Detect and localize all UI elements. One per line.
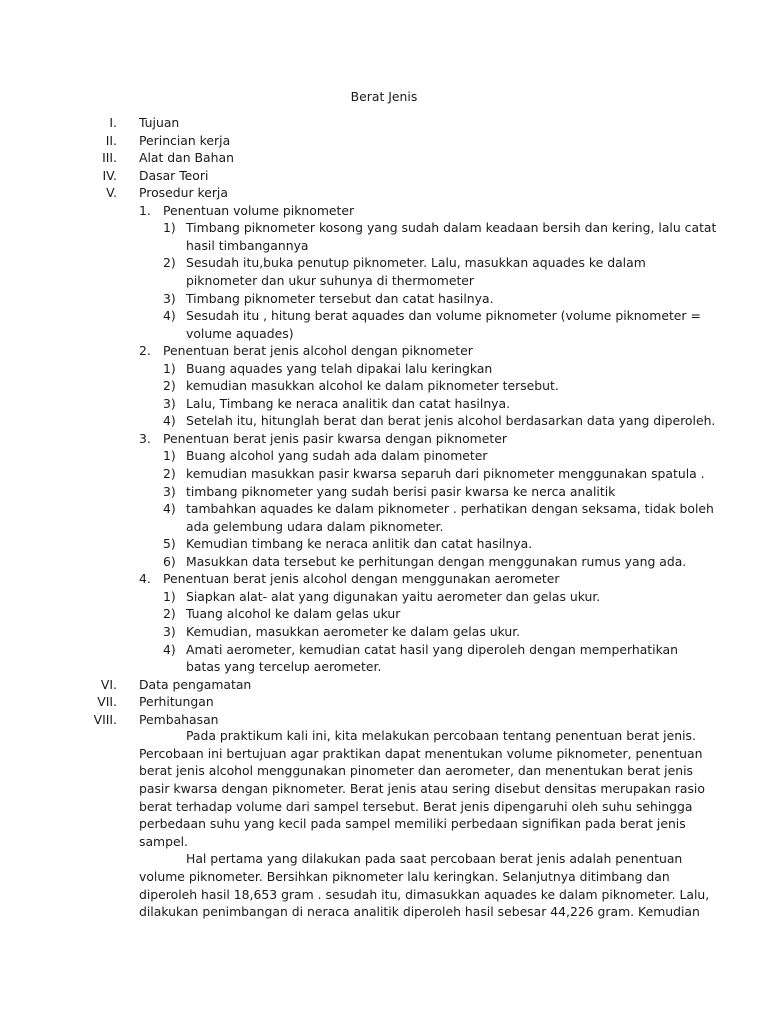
section-number: III. xyxy=(102,150,117,166)
document-title: Berat Jenis xyxy=(350,89,418,104)
step-text: Lalu, Timbang ke neraca analitik dan catat hasilnya. xyxy=(186,395,511,411)
step-number: 2) xyxy=(163,466,176,481)
step-number: 1) xyxy=(163,448,176,464)
procedure-heading: Penentuan berat jenis alcohol dengan menggunakan aerometer xyxy=(163,571,560,587)
step-text: Masukkan data tersebut ke perhitungan dengan menggunakan rumus yang ada. xyxy=(186,553,687,569)
section-heading: Prosedur kerja xyxy=(139,185,228,201)
paragraph-1-line: berat jenis alcohol menggunakan pinometer dan aerometer, dan menentukan berat jenis xyxy=(139,763,693,779)
step-text: volume aquades) xyxy=(186,325,294,341)
paragraph-2-line: volume piknometer. Bersihkan piknometer lalu keringkan. Selanjutnya ditimbang dan xyxy=(139,869,670,884)
step-text: Sesudah itu,buka penutup piknometer. Lalu, masukkan aquades ke dalam xyxy=(186,255,646,271)
step-text: tambahkan aquades ke dalam piknometer . perhatikan dengan seksama, tidak boleh xyxy=(186,501,714,517)
step-number: 2) xyxy=(163,255,176,271)
step-text: Sesudah itu , hitung berat aquades dan volume piknometer (volume piknometer = xyxy=(186,308,701,324)
step-text: Tuang alcohol ke dalam gelas ukur xyxy=(186,606,401,622)
section-heading: Perhitungan xyxy=(139,694,214,710)
step-number: 5) xyxy=(163,536,176,552)
section-number: VII. xyxy=(97,694,117,710)
step-number: 3) xyxy=(163,395,176,411)
step-text: Buang aquades yang telah dipakai lalu keringkan xyxy=(186,360,493,376)
paragraph-1-line: sampel. xyxy=(139,833,188,849)
paragraph-1-line: Percobaan ini bertujuan agar praktikan dapat menentukan volume piknometer, penentuan xyxy=(139,745,703,761)
step-number: 4) xyxy=(163,641,176,657)
procedure-number: 1. xyxy=(139,202,151,218)
section-heading: Data pengamatan xyxy=(139,676,252,692)
step-number: 2) xyxy=(163,606,176,622)
section-number: VIII. xyxy=(93,711,117,727)
procedure-heading: Penentuan berat jenis alcohol dengan piknometer xyxy=(163,343,473,359)
section-number: II. xyxy=(105,132,117,148)
step-text: Timbang piknometer tersebut dan catat hasilnya. xyxy=(186,290,494,306)
step-text: piknometer dan ukur suhunya di thermometer xyxy=(186,272,475,288)
step-text: Kemudian, masukkan aerometer ke dalam gelas ukur. xyxy=(186,623,521,639)
step-text: kemudian masukkan alcohol ke dalam piknometer tersebut. xyxy=(186,378,559,394)
section-heading: Pembahasan xyxy=(139,711,219,727)
step-number: 1) xyxy=(163,220,176,236)
step-number: 1) xyxy=(163,360,176,376)
section-number: VI. xyxy=(100,676,117,692)
paragraph-2-line: dilakukan penimbangan di neraca analitik diperoleh hasil sebesar 44,226 gram. Kemudian xyxy=(139,904,700,920)
step-text: hasil timbangannya xyxy=(186,237,309,253)
step-number: 2) xyxy=(163,378,176,394)
paragraph-1-line: perbedaan suhu yang kecil pada sampel memiliki perbedaan signifikan pada berat jenis xyxy=(139,816,686,832)
step-number: 3) xyxy=(163,623,176,639)
section-number: I. xyxy=(109,115,117,130)
procedure-number: 4. xyxy=(139,571,151,587)
step-text: Buang alcohol yang sudah ada dalam pinometer xyxy=(186,448,488,464)
section-heading: Tujuan xyxy=(139,115,180,130)
step-text: Kemudian timbang ke neraca anlitik dan catat hasilnya. xyxy=(186,536,533,552)
step-number: 4) xyxy=(163,413,176,429)
step-text: batas yang tercelup aerometer. xyxy=(186,659,382,675)
step-text: kemudian masukkan pasir kwarsa separuh dari piknometer menggunakan spatula . xyxy=(186,466,705,481)
procedure-heading: Penentuan berat jenis pasir kwarsa dengan piknometer xyxy=(163,430,507,446)
paragraph-1-line: berat terhadap volume dari sampel tersebut. Berat jenis dipengaruhi oleh suhu sehingga xyxy=(139,798,693,814)
paragraph-2-line: diperoleh hasil 18,653 gram . sesudah itu, dimasukkan aquades ke dalam piknometer. Lalu, xyxy=(139,886,710,902)
section-heading: Perincian kerja xyxy=(139,132,231,148)
step-text: Siapkan alat- alat yang digunakan yaitu aerometer dan gelas ukur. xyxy=(186,588,601,604)
procedure-number: 2. xyxy=(139,343,151,359)
step-number: 4) xyxy=(163,308,176,324)
step-number: 3) xyxy=(163,290,176,306)
section-number: IV. xyxy=(102,167,117,183)
step-number: 1) xyxy=(163,588,176,604)
paragraph-1-line: Pada praktikum kali ini, kita melakukan percobaan tentang penentuan berat jenis. xyxy=(186,728,696,744)
section-heading: Dasar Teori xyxy=(139,167,209,183)
procedure-number: 3. xyxy=(139,430,151,446)
step-number: 3) xyxy=(163,483,176,499)
step-text: timbang piknometer yang sudah berisi pasir kwarsa ke nerca analitik xyxy=(186,483,616,499)
step-text: Amati aerometer, kemudian catat hasil yang diperoleh dengan memperhatikan xyxy=(186,641,679,657)
paragraph-2-line: Hal pertama yang dilakukan pada saat percobaan berat jenis adalah penentuan xyxy=(186,851,683,867)
step-text: ada gelembung udara dalam piknometer. xyxy=(186,518,444,534)
section-number: V. xyxy=(106,185,117,201)
discussion-text xyxy=(139,727,710,921)
section-heading: Alat dan Bahan xyxy=(139,150,234,166)
paragraph-1-line: pasir kwarsa dengan piknometer. Berat jenis atau sering disebut densitas merupakan rasio xyxy=(139,781,705,797)
step-number: 4) xyxy=(163,501,176,517)
procedure-heading: Penentuan volume piknometer xyxy=(163,202,355,218)
step-text: Setelah itu, hitunglah berat dan berat jenis alcohol berdasarkan data yang diperoleh. xyxy=(186,413,716,429)
step-text: Timbang piknometer kosong yang sudah dalam keadaan bersih dan kering, lalu catat xyxy=(186,220,717,236)
step-number: 6) xyxy=(163,553,176,569)
